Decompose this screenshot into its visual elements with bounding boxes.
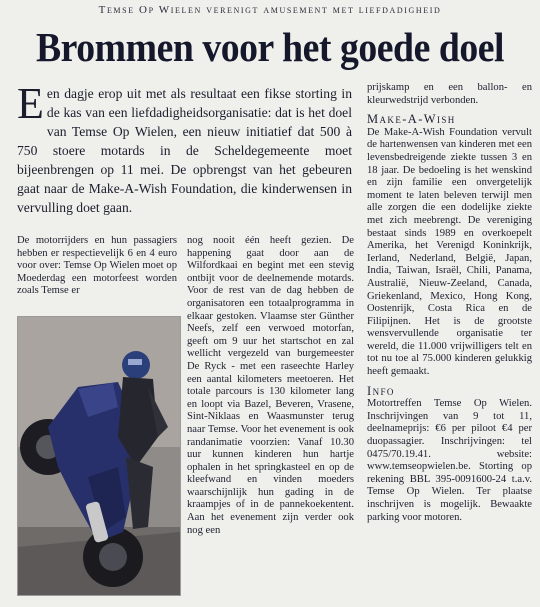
section-text-info: Motortreffen Temse Op Wielen. Inschrijvingen van 9 tot 11, deelnameprijs: €6 per piloot €4 per duopassagier. Inschrijvingen: tel 0475/70.19.41. website: www.temseopwielen.be. Storting op rekening BBL 395-0091600-24 t.a.v. Temse Op Wielen. Ter plaatse inschrijven is mogelijk. Bewaakte parking voor motoren. bbox=[367, 398, 532, 523]
section-heading-info: Info bbox=[367, 383, 395, 398]
motorcyclist-wheelie-icon bbox=[18, 317, 180, 595]
body-column-2 bbox=[187, 235, 354, 537]
column-3-intro: prijskamp en een ballon- en kleurwedstrijd verbonden. bbox=[367, 82, 532, 106]
article-headline: Brommen voor het goede doel bbox=[35, 24, 505, 70]
column-2-text: nog nooit één heeft gezien. De happening gaat door aan de Wilfordkaai en begint met een stevig ontbijt voor de deelnemende motards. Voor de rest van de dag hebben de organisatoren een totaalprogramma in elkaar gestoken. Vlaamse ster Günther Neefs, zelf een verwoed motorfan, geeft om 9 uur het startschot en zal wellicht vergezeld van burgemeester De Ryck - met een raseechte Harley een aantal kilometers meetoeren. Het totale parcours is 130 kilometer lang en loopt via Bazel, Beveren, Vrasene, Sint-Niklaas en Waasmunster terug naar Temse. Voor het evenement is ook randanimatie voorzien: Vanaf 10.30 uur kunnen kinderen hun hartje ophalen in het springkasteel en op de kleefwand en vinden moeders waarschijnlijk hun gading in de kraampjes of in de pannekoekentent. Aan het evenement zijn verder ook nog een bbox=[187, 235, 354, 536]
motorcyclist-photo bbox=[17, 316, 181, 596]
body-column-1 bbox=[17, 235, 177, 298]
lead-text: en dagje erop uit met als resultaat een fikse storting in de kas van een liefdadigheidsorganisatie: dat is het doel van Temse Op Wielen, een nieuw initiatief dat 500 à 750 stoere motards in de Scheldegemeente moet bijeenbrengen op 11 mei. De opbrengst van het gebeuren gaat naar de Make-A-Wish Foundation, die kinderwensen in vervulling doet gaan. bbox=[17, 86, 352, 215]
lead-paragraph bbox=[17, 79, 352, 217]
section-text-make-a-wish: De Make-A-Wish Foundation vervult de hartenwensen van kinderen met een levensbedreigende ziekte tussen 3 en 18 jaar. De bedoeling is het wenskind en zijn familie een onvergetelijk moment te laten beleven terwijl men alle zorgen die een dodelijke ziekte met zich meebrengt. De vereniging bestaat sinds 1989 en overkoepelt Amerika, het Verenigd Koninkrijk, Ierland, Nederland, België, Japan, India, Taiwan, Israël, Chili, Panama, Australië, Nieuw-Zeeland, Canada, Griekenland, Mexico, Hong Kong, Oostenrijk, Costa Rica en de Filipijnen. Het is de grootste wensvervullende organisatie ter wereld, die 11.000 vrijwilligers telt en tot nu toe al 75.000 kinderen gelukkig heeft gemaakt. bbox=[367, 126, 532, 378]
drop-cap: E bbox=[17, 79, 44, 128]
section-heading-make-a-wish: Make-A-Wish bbox=[367, 112, 456, 127]
article-kicker: Temse Op Wielen verenigt amusement met liefdadigheid bbox=[98, 4, 442, 16]
body-column-3 bbox=[367, 82, 532, 524]
column-1-text: De motorrijders en hun passagiers hebben er respectievelijk 6 en 4 euro voor over: Temse Op Wielen moet op Moederdag een motorfeest worden zoals Temse er bbox=[17, 235, 177, 297]
